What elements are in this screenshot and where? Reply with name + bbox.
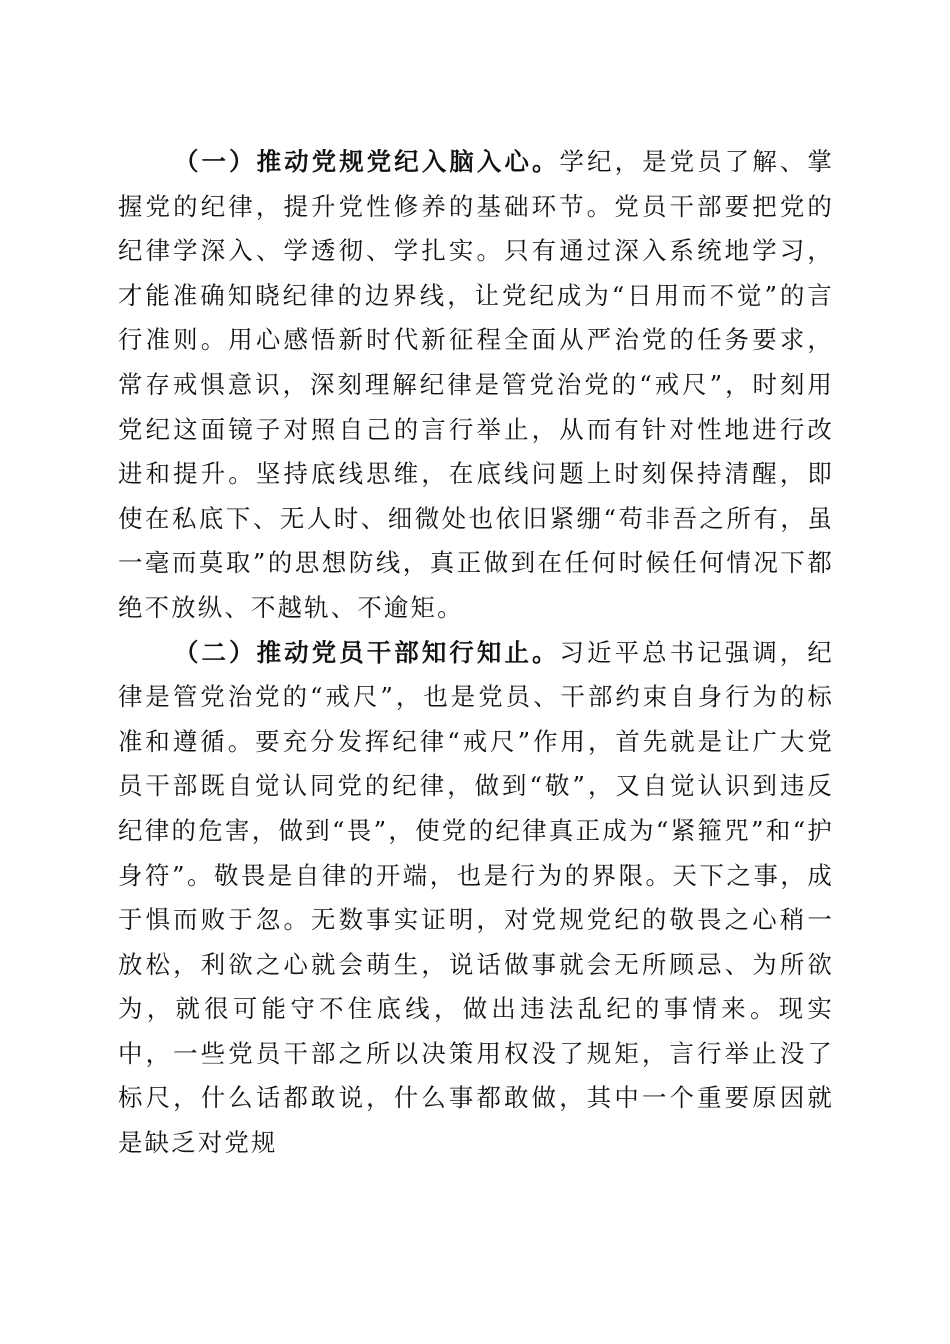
section-heading-1: （一）推动党规党纪入脑入心。: [174, 147, 560, 176]
paragraph-section-1: [118, 140, 834, 631]
section-text-1: 学纪，是党员了解、掌握党的纪律，提升党性修养的基础环节。党员干部要把党的纪律学深入、学透彻、学扎实。只有通过深入系统地学习，才能准确知晓纪律的边界线，让党纪成为“日用而不觉”的言行准则。用心感悟新时代新征程全面从严治党的任务要求，常存戒惧意识，深刻理解纪律是管党治党的“戒尺”，时刻用党纪这面镜子对照自己的言行举止，从而有针对性地进行改进和提升。坚持底线思维，在底线问题上时刻保持清醒，即使在私底下、无人时、细微处也依旧紧绷“苟非吾之所有，虽一毫而莫取”的思想防线，真正做到在任何时候任何情况下都绝不放纵、不越轨、不逾矩。: [118, 147, 834, 622]
section-text-2: 习近平总书记强调，纪律是管党治党的“戒尺”，也是党员、干部约束自身行为的标准和遵循。要充分发挥纪律“戒尺”作用，首先就是让广大党员干部既自觉认同党的纪律，做到“敬”，又自觉认识到违反纪律的危害，做到“畏”，使党的纪律真正成为“紧箍咒”和“护身符”。敬畏是自律的开端，也是行为的界限。天下之事，成于惧而败于忽。无数事实证明，对党规党纪的敬畏之心稍一放松，利欲之心就会萌生，说话做事就会无所顾忌、为所欲为，就很可能守不住底线，做出违法乱纪的事情来。现实中，一些党员干部之所以决策用权没了规矩，言行举止没了标尺，什么话都敢说，什么事都敢做，其中一个重要原因就是缺乏对党规: [118, 637, 834, 1158]
document-body: [118, 140, 834, 1166]
paragraph-section-2: [118, 631, 834, 1166]
section-heading-2: （二）推动党员干部知行知止。: [174, 637, 560, 667]
